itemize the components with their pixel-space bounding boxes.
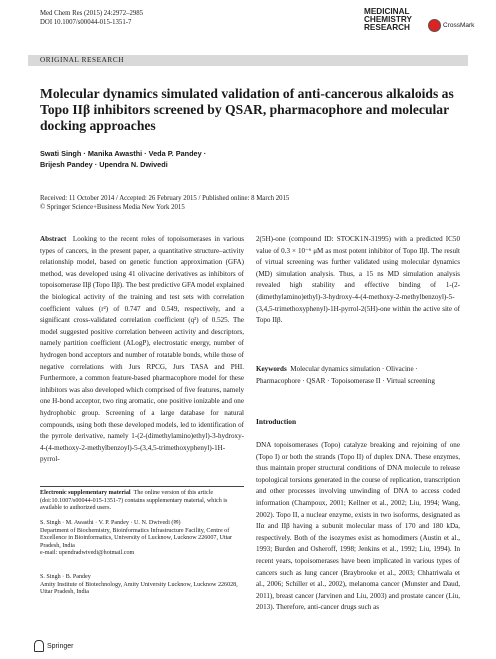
- abstract-text-right: 2(5H)-one (compound ID: STOCK1N-31995) with a predicted IC50 value of 0.3 × 10⁻⁶ μM as most potent inhibitor of Topo IIβ. The result of virtual screening was further validated using molecular dynamics (MD) simulation analysis. Thus, a 15 ns MD simulation analysis revealed high stability and effective binding of 1-(2-(dimethylamino)ethyl)-3-hydroxy-4-(4-methoxy-2-methylbenzoyl)-5-(3,4,5-trimethoxyphenyl)-1H-pyrrol-2(5H)-one within the active site of Topo IIβ.: [256, 235, 460, 325]
- abstract-left-column: [40, 234, 244, 466]
- author-list: [40, 148, 460, 170]
- crossmark-label: CrossMark: [443, 22, 475, 29]
- springer-horse-icon: [34, 640, 44, 652]
- esm-label: Electronic supplementary material: [40, 490, 131, 496]
- section-label: ORIGINAL RESEARCH: [40, 56, 125, 64]
- logo-line-medicinal: MEDICINAL: [364, 7, 410, 16]
- journal-logo: [364, 8, 412, 32]
- abstract-right-column: [256, 234, 460, 327]
- authors-line-1: Swati Singh · Manika Awasthi · Veda P. Pandey ·: [40, 149, 207, 158]
- crossmark-badge[interactable]: [428, 19, 474, 32]
- crossmark-icon: [428, 19, 441, 32]
- affiliation-2-address: Amity Institute of Biotechnology, Amity University Lucknow, Lucknow 226028, Uttar Pradesh, India: [40, 581, 238, 596]
- abstract-text-left: Looking to the recent roles of topoisomerases in various types of cancers, in the present paper, a quantitative structure–activity relationship model, based on genetic function approximation (GFA) method, was developed using 41 olivacine derivatives as inhibitors of topoisomerase IIβ (Topo IIβ). The best predictive GFA model explained the biological activity of the training and test sets with correlation coefficient values (r²) of 0.747 and 0.549, respectively, and a significant cross-validated correlation coefficient (q²) of 0.525. The model suggested positive correlation between activity and descriptors, namely partition coefficient (ALogP), electrostatic energy, number of hydrogen bond acceptors and number of rotatable bonds, while those of negative correlations with Jurs RPCG, Jurs TASA and PHI. Furthermore, a common feature-based pharmacophore model for these inhibitors was also developed which comprised of five features, namely one H-bond acceptor, two ring aromatic, one positive ionizable and one hydrophobic group. Screening of a large database for natural compounds, using both these developed models, led to identification of the pyrrole derivative, namely 1-(2-(dimethylamino)ethyl)-3-hydroxy-4-(4-methoxy-2-methylbenzoyl)-5-(3,4,5-trimethoxyphenyl)-1H-pyrrol-: [40, 235, 245, 464]
- affiliation-1-address: Department of Biochemistry, Bioinformatics Infrastructure Facility, Centre of Excellence in Bioinformatics, University of Lucknow, Lucknow 226007, Uttar Pradesh, India: [40, 527, 233, 549]
- publisher-footer: [34, 640, 73, 652]
- dates-line: Received: 11 October 2014 / Accepted: 26 February 2015 / Published online: 8 March 2015: [40, 195, 290, 202]
- publication-dates: [40, 195, 470, 212]
- authors-line-2: Brijesh Pandey · Upendra N. Dwivedi: [40, 160, 168, 169]
- affiliation-1-names: S. Singh · M. Awasthi · V. P. Pandey · U. N. Dwivedi (✉): [40, 520, 181, 526]
- keywords-text: Molecular dynamics simulation · Olivacine · Pharmacophore · QSAR · Topoisomerase II · Virtual screening: [256, 365, 435, 385]
- logo-line-chemistry: CHEMISTRY: [364, 15, 412, 24]
- journal-citation: Med Chem Res (2015) 24:2972–2985: [40, 10, 144, 17]
- section-bar: [28, 55, 468, 66]
- publisher-name: Springer: [47, 642, 74, 650]
- copyright-line: © Springer Science+Business Media New York 2015: [40, 203, 185, 211]
- article-title: Molecular dynamics simulated validation of anti-cancerous alkaloids as Topo IIβ inhibitors screened by QSAR, pharmacophore and molecular docking approaches: [40, 86, 454, 133]
- logo-line-research: RESEARCH: [364, 23, 410, 32]
- esm-note: [40, 490, 244, 513]
- affiliation-2: [40, 574, 244, 597]
- introduction-heading: Introduction: [256, 417, 297, 426]
- doi-text[interactable]: DOI 10.1007/s00044-015-1351-7: [40, 19, 132, 26]
- affiliation-2-names: S. Singh · B. Pandey: [40, 574, 91, 580]
- affiliation-1-email[interactable]: e-mail: upendradwivedi@hotmail.com: [40, 550, 135, 557]
- keywords-label: Keywords: [256, 365, 287, 373]
- affiliation-1: [40, 520, 244, 558]
- footnote-rule: [40, 486, 244, 487]
- abstract-label: Abstract: [40, 235, 67, 243]
- esm-text[interactable]: The online version of this article (doi:10.1007/s00044-015-1351-7) contains supplementary material, which is available to authorized users.: [40, 490, 228, 512]
- keywords-block: [256, 364, 460, 387]
- introduction-text: DNA topoisomerases (Topo) catalyze breaking and rejoining of one (Topo I) or both the strands (Topo II) of duplex DNA. These enzymes, thus maintain proper structural conditions of DNA molecule to release topological torsions generated in the course of replication, transcription and other processes involving unwinding of DNA to access coded information (Champoux, 2001; Kellner et al., 2002; Liu, 1994; Wang, 2002). Topo II, a nuclear enzyme, exists in two isoforms, designated as IIα and IIβ having a subunit molecular mass of 170 and 180 kDa, respectively. Both of the isozymes exist as homodimers (Austin et al., 1993; Burden and Osheroff, 1998; Jenkins et al., 1992; Liu, 1994). In recent years, topoisomerases have been implicated in various types of cancers such as lung cancer (Braybrooke et al., 2003; Chhatriwala et al., 2006; Schiller et al., 2002), melanoma cancer (Munster and Daud, 2011), breast cancer (Jarvinen and Liu, 2003) and prostate cancer (Liu, 2013). Therefore, anti-cancer drugs such as: [256, 441, 460, 612]
